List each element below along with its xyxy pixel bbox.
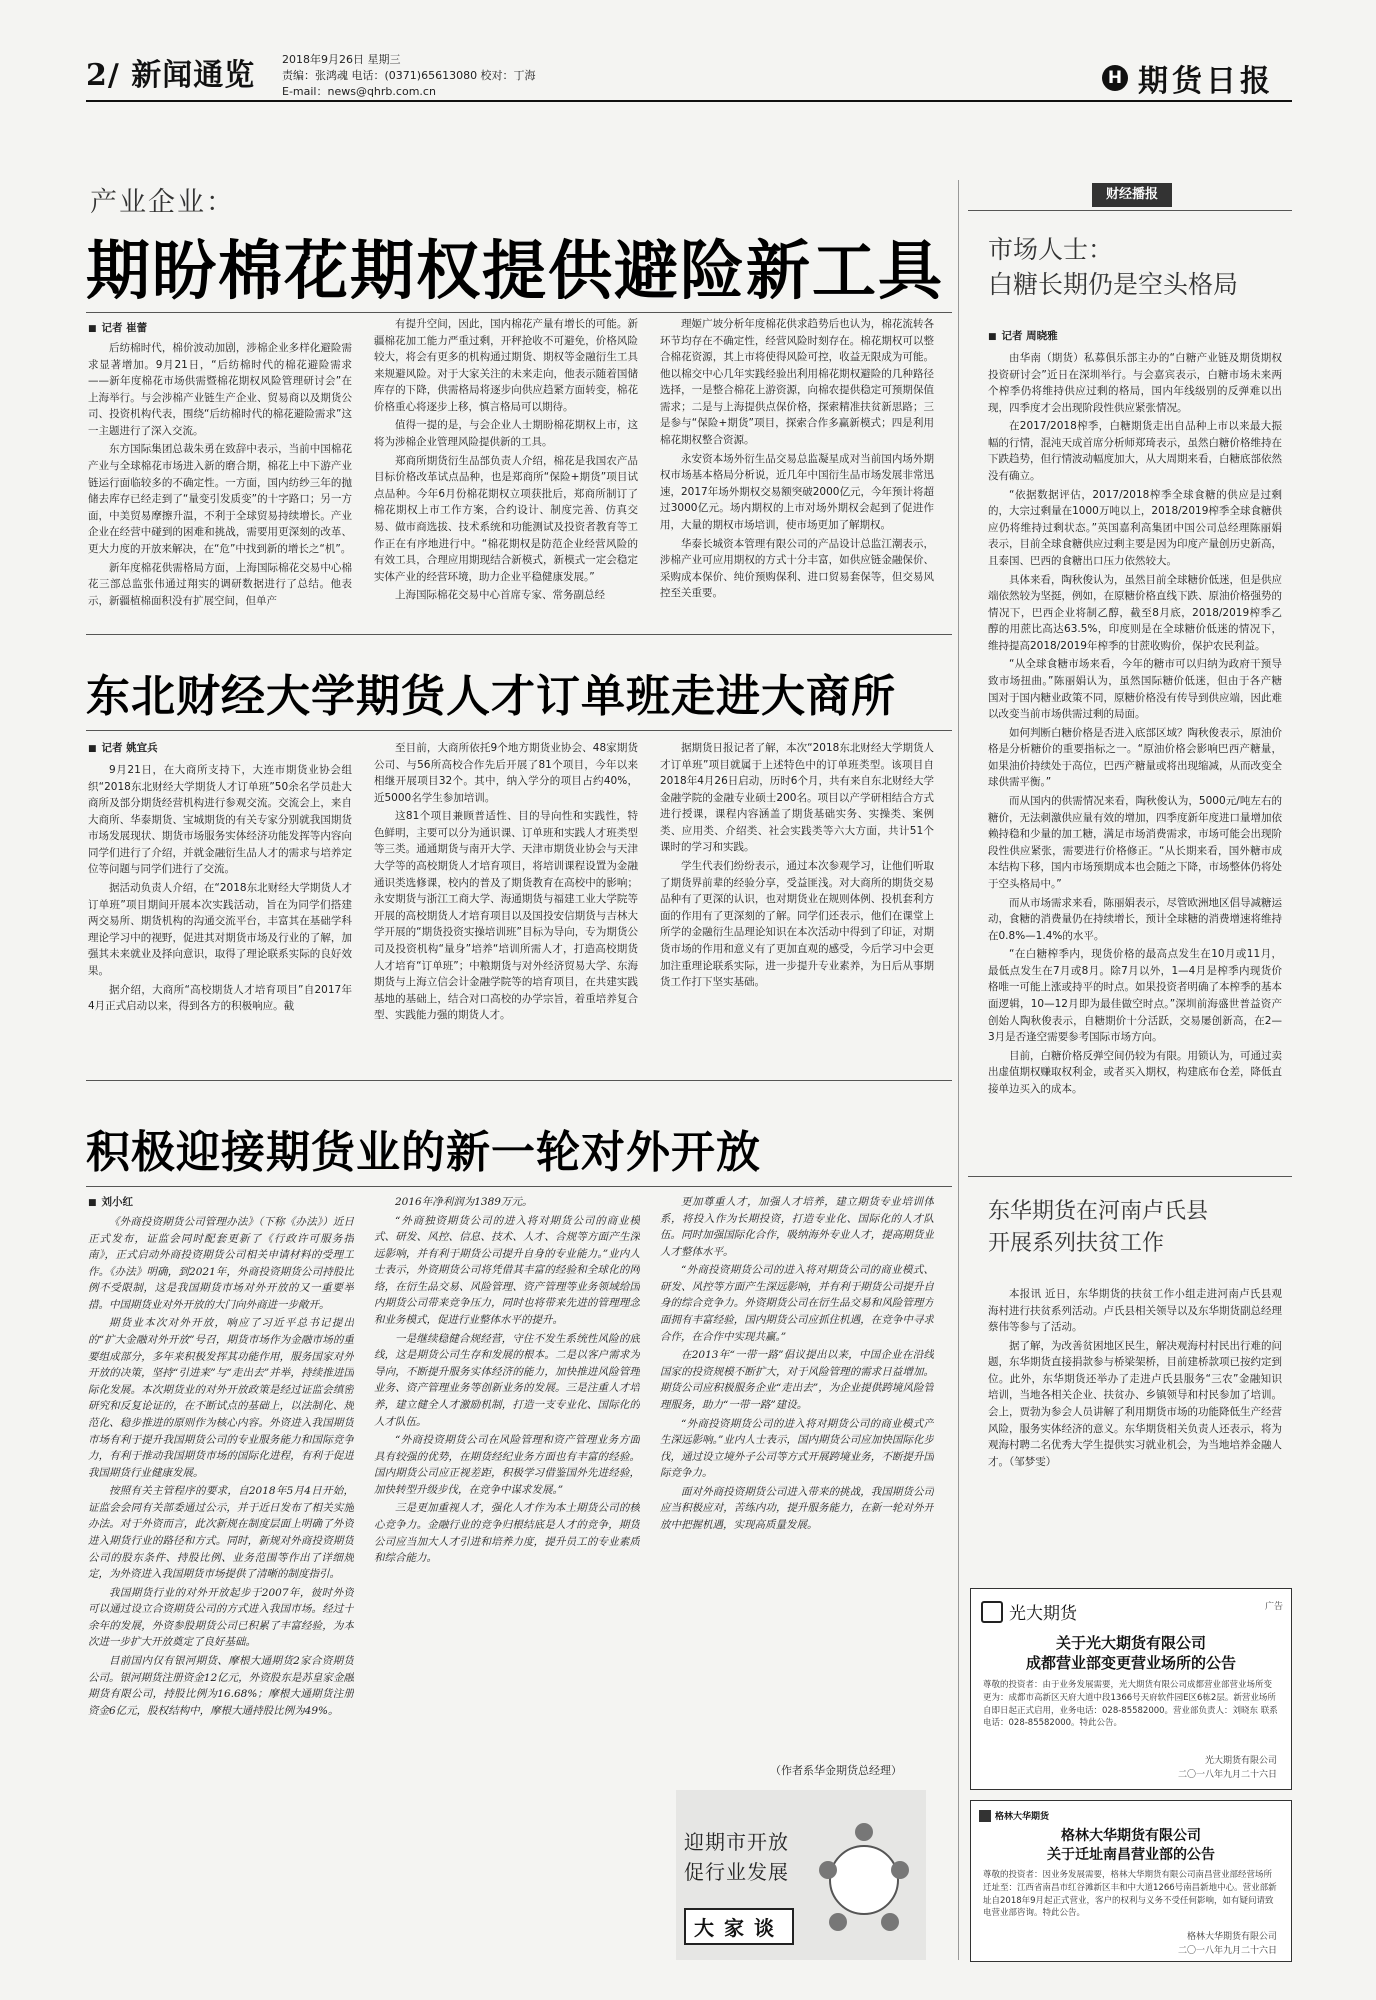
- story3-c3-p3: 在2013年“一带一路”倡议提出以来，中国企业在沿线国家的投资规模不断扩大，对于风险管理的需求日益增加。期货公司应积极服务企业“走出去”，为企业提供跨境风险管理服务，助力“一带一路”建设。: [660, 1349, 934, 1411]
- lead-c1-p2: 东方国际集团总裁朱勇在致辞中表示，当前中国棉花产业与全球棉花市场进入新的磨合期，棉花上中下游产业链运行面临较多的不确定性。一方面，国内纺纱三年的抛储去库存已经走到了“量变引发质变”的十字路口；另一方面，中美贸易摩擦升温，不利于全球贸易持续增长。产业企业在经营中碰到的困难和挑战，需要用更深刻的改革、更大力度的开放来解决，在“危”中找到新的增长之“机”。: [88, 443, 352, 555]
- sb2-p2: 据了解，为改善贫困地区民生，解决观海村村民出行难的问题，东华期货直接捐款参与桥梁架桥，目前建桥款项已按约定到位。此外，东华期货还举办了走进卢氏县服务“三农”金融知识培训，当地各相关企业、扶贫办、乡镇领导和村民参加了培训。会上，贾勃为参会人员讲解了利用期货市场的功能降低生产经营风险，服务实体经济的意义。东华期货相关负责人还表示，将为观海村聘二名优秀大学生提供实习就业机会，为当地培养金融人才。（邹梦雯）: [988, 1339, 1282, 1468]
- promo-line-2: 促行业发展: [684, 1860, 789, 1884]
- ad2-title: [971, 1827, 1291, 1865]
- story2-c1-p1: 9月21日，在大商所支持下，大连市期货业协会组织“2018东北财经大学期货人才订单班”50余名学员赴大商所及部分期货经营机构进行参观交流。交流会上，来自大商所、华泰期货、宝城期货的有关专家分别就我国期货市场发展现状、期货市场服务实体经济功能发挥等内容向同学们进行了介绍，并就金融衍生品人才的需求与培养定位等问题与同学们进行了交流。: [88, 764, 352, 876]
- ad1-body: 尊敬的投资者：由于业务发展需要，光大期货有限公司成都营业部营业场所变更为：成都市高新区天府大道中段1366号天府软件园E区6栋2层。新营业场所自即日起正式启用，业务电话：028-85582000。营业部负责人：刘晓东 联系电话：028-85582000。特此公告。: [983, 1680, 1278, 1729]
- story3-c1-p3: 按照有关主管程序的要求，自2018年5月4日开始，证监会会同有关部委通过公示，并于近日发布了相关实施办法。对于外资而言，此次新规在制度层面上明确了外资进入期货行业的路径和方式。同时，新规对外商投资期货公司的股东条件、持股比例、业务范围等作出了详细规定，为外资进入我国期货市场提供了清晰的制度指引。: [88, 1485, 354, 1581]
- ad2-title-line2: 关于迁址南昌营业部的公告: [1047, 1846, 1215, 1863]
- story2-column-1: [88, 762, 352, 1068]
- story2-column-3: [660, 740, 934, 1068]
- sidebar-story2-title-line2: 开展系列扶贫工作: [988, 1230, 1165, 1256]
- promo-tag-text: 大家谈: [684, 1908, 794, 1945]
- ad2-logo-text: 格林大华期货: [995, 1812, 1050, 1822]
- lead-c3-p3: 华泰长城资本管理有限公司的产品设计总监江潮表示，涉棉产业可应用期权的方式十分丰富，如供应链金融保价、采购成本保价、纯价预购保利、进口贸易套保等，但交易风控至关重要。: [660, 537, 934, 600]
- page-label: 2/ 新闻通览: [86, 58, 256, 93]
- story3-c3-p2: “外商投资期货公司的进入将对期货公司的商业模式、研发、风控等方面产生深远影响，并有利于期货公司提升自身的综合竞争力。外资期货公司在衍生品交易和风险管理方面拥有丰富经验，国内期货公司应抓住机遇，在竞争中寻求合作，在合作中实现共赢。”: [660, 1264, 934, 1343]
- story3-author-note: （作者系华金期货总经理）: [770, 1764, 902, 1777]
- ad2-signature: 格林大华期货有限公司: [1186, 1932, 1277, 1942]
- story2-c3-p2: 学生代表们纷纷表示，通过本次参观学习，让他们听取了期货界前辈的经验分享，受益匪浅。对大商所的期货交易品种有了更深的认识，也对期货业在规则体例、投机套利方面的作用有了更深刻的了解。同学们还表示，他们在课堂上所学的金融衍生品理论知识在本次活动中得到了印证，对期货市场的作用和意义有了更加直观的感受，今后学习中会更加注重理论联系实际，进一步提升专业素养，为日后从事期货工作打下坚实基础。: [660, 860, 934, 989]
- promo-line-1: 迎期市开放: [684, 1830, 789, 1854]
- story2-headline: 东北财经大学期货人才订单班走进大商所: [86, 671, 896, 722]
- ad1-title: [971, 1633, 1291, 1674]
- story3-c1-p4: 我国期货行业的对外开放起步于2007年，彼时外资可以通过设立合资期货公司的方式进入我国市场。经过十余年的发展，外资参股期货公司已积累了丰富经验，为本次进一步扩大开放奠定了良好基础。: [88, 1586, 354, 1649]
- sb1-p2: 在2017/2018榨季，白糖期货走出自品种上市以来最大振幅的行情，混沌天成首席分析师郑琦表示，虽然白糖价格维持在下跌趋势，但行情波动幅度加大，从大周期来看，白糖底部依然没有确立。: [988, 420, 1282, 483]
- story3-c3-p4: “外商投资期货公司的进入将对期货公司的商业模式产生深远影响。”业内人士表示，国内期货公司应加快国际化步伐，通过设立境外子公司等方式开展跨境业务，不断提升国际竞争力。: [660, 1417, 934, 1480]
- story3-c1-p1: 《外商投资期货公司管理办法》（下称《办法》）近日正式发布，证监会同时配套更新了《行政许可服务指南》，正式启动外商投资期货公司相关申请材料的受理工作。《办法》明确，到2021年，外商投资期货公司持股比例不受限制，这是我国期货市场对外开放的又一重要举措。中国期货业对外开放的大门向外商进一步敞开。: [88, 1216, 354, 1311]
- story3-c2-p2: “外商独资期货公司的进入将对期货公司的商业模式、研发、风控、信息、技术、人才、合规等方面产生深远影响，并有利于期货公司提升自身的专业能力。”业内人士表示，外资期货公司将凭借其丰富的经验和全球化的网络，在衍生品交易、风险管理、资产管理等业务领域给国内期货公司带来竞争压力，同时也将带来先进的管理理念和业务模式，促进行业整体水平的提升。: [374, 1214, 640, 1327]
- sb1-p1: 由华南（期货）私募俱乐部主办的“白糖产业链及期货期权投资研讨会”近日在深圳举行。与会嘉宾表示，白糖市场未来两个榨季仍将维持供应过剩的格局，国内年线级别的反弹难以出现，四季度才会出现阶段性供应紧张情况。: [988, 352, 1282, 414]
- story2-top-rule: [86, 634, 952, 635]
- sidebar-story1-title-line2: 白糖长期仍是空头格局: [988, 270, 1239, 299]
- story3-c2-p5: 三是更加重视人才，强化人才作为本土期货公司的核心竞争力。金融行业的竞争归根结底是人才的竞争，期货公司应当加大人才引进和培养力度，提升员工的专业素质和综合能力。: [374, 1502, 640, 1565]
- sb1-p3: “依据数据评估，2017/2018榨季全球食糖的供应是过剩的，大宗过剩量在1000万吨以上，2018/2019榨季全球食糖供应仍将维持过剩状态。”英国嘉利高集团中国公司总经理陈丽娟表示，目前全球食糖供应过剩主要是因为印度产量创历史新高，且泰国、巴西的食糖出口压力依然较大。: [988, 488, 1282, 567]
- story2-byline: ■ 记者 姚宜兵: [88, 740, 158, 755]
- ad-everbright: [970, 1588, 1292, 1790]
- lead-c1-p3: 新年度棉花供需格局方面，上海国际棉花交易中心棉花三部总监张伟通过翔实的调研数据进行了总结。他表示，新疆植棉面积没有扩展空间，但单产: [88, 561, 352, 607]
- sb1-p5: “从全球食糖市场来看，今年的糖市可以归纳为政府干预导致市场扭曲。”陈丽娟认为，虽然国际糖价低迷，但由于各产糖国对于国内糖业政策不同，原糖价格没有传导到供应端，因此难以改变当前市场供需过剩的局面。: [988, 658, 1282, 721]
- story2-c2-p2: 这81个项目兼顾普适性、目的导向性和实践性，特色鲜明，主要可以分为通识课、订单班和实践人才班类型等三类。通通期货与南开大学、天津市期货业协会与天津大学等的高校期货人才培育项目，将培训课程设置为金融通识类选修课，校内的普及了期货教育在高校中的影响；永安期货与浙江工商大学、海通期货与福建工业大学院等开展的高校期货人才培育项目以及国投安信期货与吉林大学开展的“期货投资实操培训班”目标为导向，专为期货公司及投资机构“量身”培养“培训所需人才，打造高校期货人才培育“订单班”；中粮期货与对外经济贸易大学、东海期货与上海立信会计金融学院等的培育项目，在共建实践基地的基础上，结合对口高校的办学宗旨，着重培养复合型、实践能力强的期货人才。: [374, 810, 638, 1022]
- ad1-date: 二〇一八年九月二十六日: [1177, 1770, 1277, 1780]
- paper-name: 期货日报: [1138, 64, 1274, 99]
- sidebar-story1-byline: ■ 记者 周晓雅: [988, 328, 1058, 343]
- ad1-signature: 光大期货有限公司: [1204, 1756, 1277, 1766]
- story3-column-3: [660, 1194, 934, 1750]
- lead-column-1: [88, 340, 352, 612]
- ad2-logo: [979, 1809, 1049, 1822]
- lead-c3-p1: 理姬广坡分析年度棉花供求趋势后也认为，棉花流转各环节均存在不确定性，经营风险时刻存在。棉花期权可以整合棉花资源，其上市将使得风险可控，收益无限成为可能。他以棉交中心几年实践经验出利用棉花期权避险的几种路径选择，一是整合棉花上游资源，向棉农提供稳定可预期保值需求；二是与上海提供点保价格，探索精准扶贫新思路；三是参与“保险+期货”项目，探索合作多赢新模式；四是利用棉花期权整合资源。: [660, 318, 934, 447]
- sb2-p1: 本报讯 近日，东华期货的扶贫工作小组走进河南卢氏县观海村进行扶贫系列活动。卢氏县相关领导以及东华期货副总经理蔡伟等参与了活动。: [988, 1288, 1282, 1334]
- ad1-title-line1: 关于光大期货有限公司: [1055, 1634, 1206, 1652]
- story3-c3-p1: 更加尊重人才，加强人才培养，建立期货专业培训体系，将投入作为长期投资，打造专业化、国际化的人才队伍。同时加强国际化合作，吸纳海外专业人才，提高期货业人才整体水平。: [660, 1196, 934, 1258]
- date-line: 2018年9月26日 星期三: [282, 53, 401, 66]
- promo-tag: [684, 1908, 794, 1945]
- sb1-p10: 目前，白糖价格反弹空间仍较为有限。用锁认为，可通过卖出虚值期权赚取权利金，或者买入期权，构建底布仓差，降低直接单边买入的成本。: [988, 1049, 1282, 1095]
- lead-column-3: [660, 316, 934, 612]
- story2-c3-p1: 据期货日报记者了解，本次“2018东北财经大学期货人才订单班”项目就属于上述特色中的订单班类型。该项目自2018年4月26日启动，历时6个月，共有来自东北财经大学金融学院的金融专业硕士200名。项目以产学研相结合方式进行授课，课程内容涵盖了期货基础实务、实操类、案例类、应用类、介绍类、社会实践类等六大方面，共计51个课时的学习和实践。: [660, 742, 934, 854]
- story2-c1-p2: 据活动负责人介绍，在“2018东北财经大学期货人才订单班”项目期间开展本次实践活动，旨在为同学们搭建两交易所、期货机构的沟通交流平台，丰富其在基础学科理论学习中的视野，促进其对期货市场及行业的了解，加强其未来就业及择向意识，取得了理论联系实际的良好效果。: [88, 882, 352, 977]
- people-illustration-icon: [814, 1810, 914, 1950]
- editor-line: 责编：张鸿魂 电话：(0371)65613080 校对：丁海: [282, 68, 536, 82]
- story3-rule: [86, 1186, 952, 1187]
- sidebar-story1-title: [988, 232, 1238, 302]
- lead-c3-p2: 永安资本场外衍生品交易总监凝星成对当前国内场外期权市场基本格局分析说，近几年中国衍生品市场发展非常迅速，2017年场外期权交易额突破2000亿元，今年预计将超过3000亿元。场内期权的上市对场外期权会起到了促进作用，大量的期权市场培训，使市场更加了解期权。: [660, 452, 934, 531]
- story3-c1-p2: 期货业本次对外开放，响应了习近平总书记提出的“扩大金融对外开放”号召，期货市场作为金融市场的重要组成部分，多年来积极发挥其功能作用，服务国家对外开放的决策，坚持“引进来”与“走出去”并举，持续推进国际化发展。本次期货业的对外开放政策是经过证监会缜密研究和反复论证的，在不断试点的基础上，以法制化、规范化、稳步推进的原则作为核心内容。外资进入我国期货市场有利于提升我国期货公司的专业服务能力和国际竞争力，有利于推动我国期货市场的国际化进程，有利于促进我国期货行业健康发展。: [88, 1317, 354, 1479]
- story2-column-2: [374, 740, 638, 1068]
- story3-c3-p5: 面对外商投资期货公司进入带来的挑战，我国期货公司应当积极应对，苦练内功，提升服务能力，在新一轮对外开放中把握机遇，实现高质量发展。: [660, 1485, 934, 1531]
- ad1-title-line2: 成都营业部变更营业场所的公告: [1025, 1654, 1236, 1673]
- ad1-logo: [981, 1599, 1077, 1624]
- story3-c1-p5: 目前国内仅有银河期货、摩根大通期货2家合资期货公司。银河期货注册资金12亿元，外资股东是苏皇家金融期货有限公司，持股比例为16.68%；摩根大通期货注册资金6亿元，股权结构中，摩根大通持股比例为49%。: [88, 1655, 354, 1717]
- sidebar-mid-rule: [968, 1176, 1292, 1177]
- story3-column-2: [374, 1194, 640, 1960]
- ad1-corner-tag: 广告: [1264, 1602, 1283, 1612]
- ad2-logo-icon: [979, 1810, 991, 1822]
- sb1-p4: 具体来看，陶秋俊认为，虽然目前全球糖价低迷，但是供应端依然较为坚挺，例如，在原糖价格直线下跌、原油价格强势的情况下，巴西企业将制乙醇，截至8月底，2018/2019榨季乙醇的用蔗比高达63.5%，印度则是在全球糖价低迷的情况下，维持提高2018/2019年榨季的甘蔗收购价，保护农民利益。: [988, 573, 1282, 652]
- lead-byline: ■ 记者 崔蕾: [88, 320, 147, 335]
- sb1-p7: 而从国内的供需情况来看，陶秋俊认为，5000元/吨左右的糖价，无法刺激供应量有效的增加，四季度新年度进口量增加依赖持稳和少量的加工糖，满足市场消费需求，市场可能会出现阶段性供应紧张，需要进行价格修正。“从长期来看，国外糖市成本结构下移，国内市场预期成本也会随之下降，市场整体仍将处于空头格局中。”: [988, 795, 1282, 890]
- sidebar-story1-title-line1: 市场人士：: [988, 235, 1114, 264]
- lead-kicker: 产业企业：: [90, 187, 235, 218]
- ad2-body: 尊敬的投资者：因业务发展需要，格林大华期货有限公司南昌营业部经营场所迁址至：江西省南昌市红谷滩新区丰和中大道1266号南昌新地中心。营业部新址自2018年9月起正式营业，客户的权利与义务不受任何影响，如有疑问请致电营业部咨询。特此公告。: [983, 1870, 1277, 1919]
- promo-block: [676, 1790, 926, 1960]
- story3-c2-p3: 一是继续稳健合规经营，守住不发生系统性风险的底线，这是期货公司生存和发展的根本。二是以客户需求为导向，不断提升服务实体经济的能力，加快推进风险管理业务、资产管理业务等创新业务的发展。三是注重人才培养，建立健全人才激励机制，打造一支专业化、国际化的人才队伍。: [374, 1332, 640, 1428]
- sb1-p8: 而从市场需求来看，陈丽娟表示，尽管欧洲地区倡导减糖运动，食糖的消费量仍在持续增长，预计全球糖的消费增速将维持在0.8%—1.4%的水平。: [988, 896, 1282, 942]
- ad-greenland: [970, 1800, 1292, 1962]
- ad1-logo-icon: [981, 1601, 1003, 1623]
- sidebar-story2-body: [988, 1286, 1282, 1570]
- sb1-p6: 如何判断白糖价格是否进入底部区域？陶秋俊表示，原油价格是分析糖价的重要指标之一。“原油价格会影响巴西产糖量，如果油价持续处于高位，巴西产糖量或将出现缩减，从而改变全球供需平衡。”: [988, 726, 1282, 789]
- main-sidebar-divider: [958, 180, 959, 1960]
- story3-headline: 积极迎接期货业的新一轮对外开放: [86, 1127, 761, 1178]
- lead-rule: [86, 312, 952, 313]
- story2-rule: [86, 730, 952, 731]
- story3-byline: ■ 刘小红: [88, 1194, 133, 1209]
- sidebar-section-tag: 财经播报: [1092, 183, 1172, 207]
- paper-logo: [1102, 56, 1274, 100]
- story3-column-1: [88, 1214, 354, 1960]
- lead-c1-p1: 后纺棉时代，棉价波动加剧，涉棉企业多样化避险需求显著增加。9月21日，“后纺棉时代的棉花避险需求——新年度棉花市场供需暨棉花期权风险管理研讨会”在上海举行。与会涉棉产业链生产企业、贸易商以及期货公司、投资机构代表，围绕“后纺棉时代的棉花避险需求”这一主题进行了深入交流。: [88, 342, 352, 437]
- lead-c2-p3: 郑商所期货衍生品部负责人介绍，棉花是我国农产品目标价格改革试点品种，也是郑商所“保险+期货”项目试点品种。今年6月份棉花期权立项获批后，郑商所制订了棉花期权上市工作方案，合约设计、制度完善、仿真交易、做市商选拔、技术系统和功能测试及投资者教育等工作正在有序地进行中。“棉花期权是防范企业经营风险的有效工具，合理应用期现结合新模式，新模式一定会稳定实体产业的经营环境，助力企业平稳健康发展。”: [374, 454, 638, 583]
- logo-mark-icon: H: [1102, 65, 1128, 91]
- ad1-logo-text: 光大期货: [1009, 1604, 1077, 1624]
- lead-c2-p1: 有提升空间，因此，国内棉花产量有增长的可能。新疆棉花加工能力严重过剩，开秤抢收不可避免，价格风险较大，将会有更多的机构通过期货、期权等金融衍生工具来规避风险。对于大家关注的未来走向，他表示随着国储库存的下降，供需格局将逐步向供应趋紧方面转变，棉花价格重心将逐步上移，慎言格局可以期待。: [374, 318, 638, 413]
- story3-c2-p1: 2016年净利润为1389万元。: [395, 1196, 533, 1208]
- lead-c2-p4: 上海国际棉花交易中心首席专家、常务副总经: [395, 589, 605, 602]
- story3-c2-p4: “外商投资期货公司在风险管理和资产管理业务方面具有较强的优势，在期货经纪业务方面也有丰富的经验。国内期货公司应正视差距，积极学习借鉴国外先进经验，加快转型升级步伐，在竞争中谋求发展。”: [374, 1434, 640, 1496]
- email-line: E-mail：news@qhrb.com.cn: [282, 84, 436, 98]
- story2-c2-p1: 至目前，大商所依托9个地方期货业协会、48家期货公司、与56所高校合作先后开展了81个项目，今年以来相继开展项目32个。其中，纳入学分的项目占约40%，近5000名学生参加培训。: [374, 742, 638, 804]
- ad2-title-line1: 格林大华期货有限公司: [1061, 1828, 1201, 1844]
- header-info: [282, 52, 536, 100]
- lead-column-2: [374, 316, 638, 612]
- lead-headline: 期盼棉花期权提供避险新工具: [86, 234, 944, 309]
- sidebar-story2-title: [988, 1196, 1208, 1260]
- masthead-rule: [86, 100, 1292, 102]
- story2-c1-p3: 据介绍，大商所“高校期货人才培育项目”自2017年4月正式启动以来，得到各方的积极响应。截: [88, 983, 352, 1013]
- story3-top-rule: [86, 1080, 952, 1081]
- lead-c2-p2: 值得一提的是，与会企业人士期盼棉花期权上市，这将为涉棉企业管理风险提供新的工具。: [374, 419, 638, 449]
- sidebar-story2-title-line1: 东华期货在河南卢氏县: [988, 1199, 1209, 1224]
- sb1-p9: “在白糖榨季内，现货价格的最高点发生在10月或11月，最低点发生在7月或8月。除7月以外，1—4月是榨季内现货价格唯一可能上涨或持平的时点。如果投资者明确了本榨季的基本面逻辑，10—12月即为最佳做空时点。”深圳前海盛世普益资产创始人陶秋俊表示，自糖期价十分活跃，交易屡创新高，在2—3月是否逢空需要参考国际市场方向。: [988, 948, 1282, 1044]
- sidebar-story1-body: [988, 350, 1282, 1170]
- ad2-date: 二〇一八年九月二十六日: [1177, 1946, 1277, 1956]
- sidebar-top-rule: [968, 210, 1292, 211]
